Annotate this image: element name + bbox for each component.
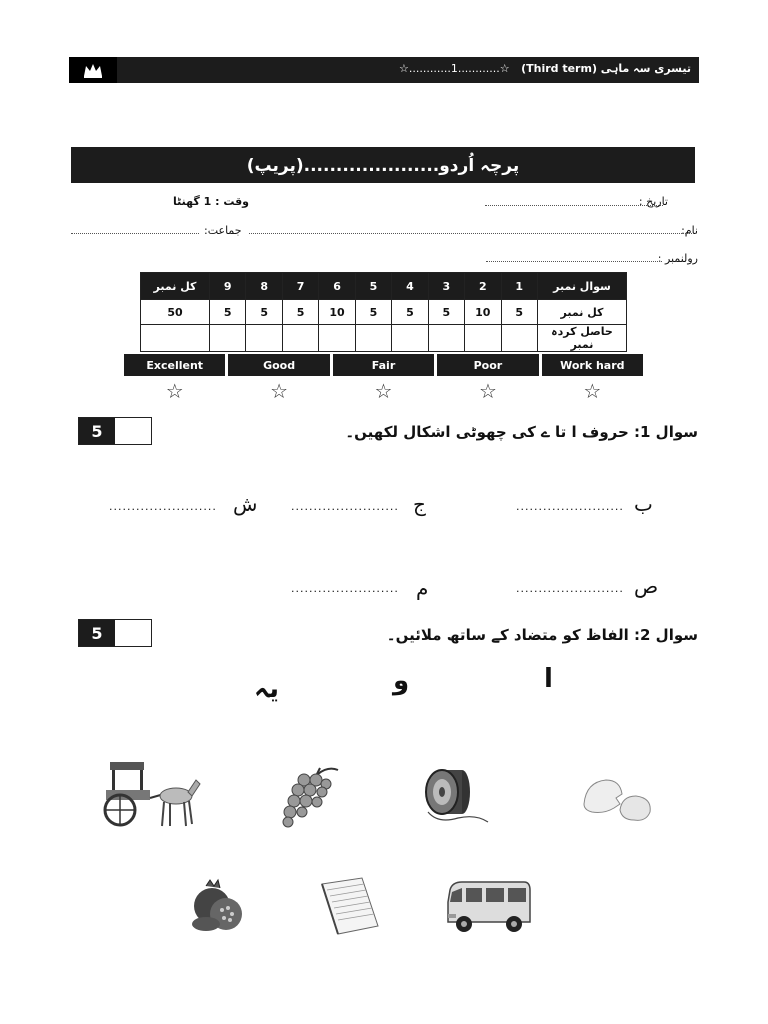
star-icon[interactable]: ☆	[165, 379, 184, 403]
obtained-row-label: حاصل کردہ نمبر	[538, 325, 627, 352]
marks-table	[140, 272, 627, 352]
thread-spool-icon[interactable]	[418, 764, 492, 826]
q1-answer-blank[interactable]: ........................	[291, 500, 399, 513]
star-icon[interactable]: ☆	[270, 379, 289, 403]
q2-score-box: 5	[78, 619, 152, 647]
q1-answer-blank[interactable]: ........................	[516, 582, 624, 595]
time-label: وقت : 1 گھنٹا	[173, 195, 250, 208]
crown-logo-icon	[69, 57, 117, 83]
q1-text: سوال 1: حروف ا تا ے کی چھوٹی اشکال لکھیں۔	[345, 423, 698, 441]
roll-field[interactable]	[486, 261, 662, 262]
q1-letter: ص	[634, 574, 659, 598]
table-row	[141, 325, 627, 352]
page-number: ☆............1............☆	[399, 62, 510, 75]
q1-letter: ج	[413, 492, 426, 516]
q2-text: سوال 2: الفاظ کو متضاد کے ساتھ ملائیں۔	[386, 626, 698, 644]
grade-excellent: Excellent	[124, 354, 225, 376]
q2-letter: و	[393, 666, 410, 696]
class-field[interactable]	[71, 233, 199, 234]
paper-title: پرچہ اُردو.....................(پریپ)	[71, 147, 695, 183]
q1-answer-blank[interactable]: ........................	[291, 582, 399, 595]
marks-row-label: کل نمبر	[538, 300, 627, 325]
van-icon[interactable]	[444, 878, 534, 936]
q1-score-box: 5	[78, 417, 152, 445]
q1-answer-blank[interactable]: ........................	[516, 500, 624, 513]
total-marks-cell: 50	[141, 300, 210, 325]
q1-letter: ب	[634, 492, 653, 516]
grade-good: Good	[228, 354, 329, 376]
grapes-icon[interactable]	[278, 764, 342, 828]
horse-cart-icon[interactable]	[102, 760, 202, 830]
term-label: تیسری سہ ماہی (Third term)	[521, 62, 691, 75]
pomegranate-icon[interactable]	[186, 878, 246, 936]
eggshell-icon[interactable]	[580, 774, 656, 824]
total-header: کل نمبر	[141, 273, 210, 300]
q1-letter: ش	[233, 492, 258, 516]
q2-letter: یہ	[254, 674, 279, 704]
name-field[interactable]	[249, 233, 696, 234]
date-field[interactable]	[485, 205, 663, 206]
q2-letter: ا	[544, 664, 553, 694]
star-icon[interactable]: ☆	[478, 379, 497, 403]
star-icon[interactable]: ☆	[583, 379, 602, 403]
table-row: کل نمبر 9 8 7 6 5 4 3 2 1 سوال نمبر	[141, 273, 627, 300]
star-icon[interactable]: ☆	[374, 379, 393, 403]
class-label: جماعت:	[204, 224, 242, 237]
q1-answer-blank[interactable]: ........................	[109, 500, 217, 513]
header-bar	[69, 57, 699, 83]
grade-poor: Poor	[437, 354, 538, 376]
q1-letter: م	[416, 576, 429, 600]
grade-fair: Fair	[333, 354, 434, 376]
grade-bar	[124, 354, 643, 376]
table-row: 50 5 5 5 10 5 5 5 10 5 کل نمبر	[141, 300, 627, 325]
roll-label: رولنمبر :	[657, 252, 698, 265]
grade-work-hard: Work hard	[542, 354, 643, 376]
grade-stars	[124, 378, 643, 404]
question-number-header: سوال نمبر	[538, 273, 627, 300]
date-label: تاریخ :	[638, 195, 668, 208]
notebook-icon[interactable]	[318, 876, 382, 936]
name-label: نام:	[681, 224, 698, 237]
